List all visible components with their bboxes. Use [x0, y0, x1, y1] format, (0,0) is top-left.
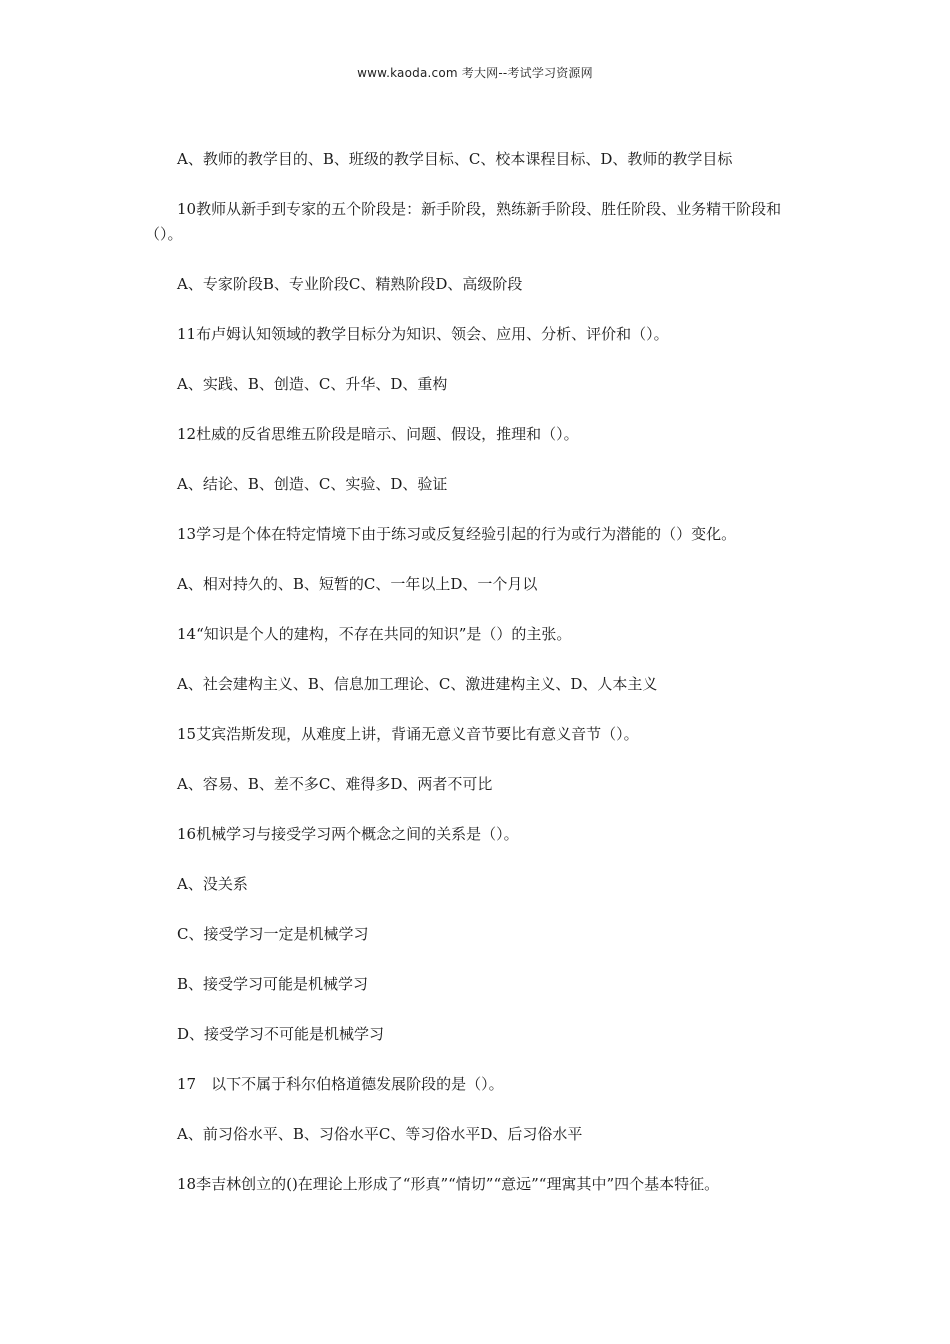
options-q11: A、实践、B、创造、C、升华、D、重构 [177, 375, 448, 393]
question-16: 16机械学习与接受学习两个概念之间的关系是（）。 [177, 825, 519, 843]
option-16-c: C、接受学习一定是机械学习 [177, 925, 369, 943]
option-16-b: B、接受学习可能是机械学习 [177, 975, 369, 993]
options-q12: A、结论、B、创造、C、实验、D、验证 [177, 475, 448, 493]
document-body [145, 147, 815, 1197]
question-14: 14“知识是个人的建构，不存在共同的知识”是（）的主张。 [177, 625, 572, 643]
options-q15: A、容易、B、差不多C、难得多D、两者不可比 [177, 775, 493, 793]
question-15: 15艾宾浩斯发现，从难度上讲，背诵无意义音节要比有意义音节（）。 [177, 725, 639, 743]
options-q13: A、相对持久的、B、短暂的C、一年以上D、一个月以 [177, 575, 538, 593]
option-16-d: D、接受学习不可能是机械学习 [177, 1025, 385, 1043]
question-10: 10教师从新手到专家的五个阶段是：新手阶段，熟练新手阶段、胜任阶段、业务精干阶段和（）。 [145, 200, 782, 243]
question-12: 12杜威的反省思维五阶段是暗示、问题、假设，推理和（）。 [177, 425, 579, 443]
question-18: 18李吉林创立的()在理论上形成了“形真”“情切”“意远”“理寓其中”四个基本特征。 [177, 1175, 720, 1193]
question-17: 17 以下不属于科尔伯格道德发展阶段的是（）。 [177, 1075, 504, 1093]
page-header: www.kaoda.com 考大网--考试学习资源网 [357, 66, 593, 80]
option-16-a: A、没关系 [177, 875, 248, 893]
question-13: 13学习是个体在特定情境下由于练习或反复经验引起的行为或行为潜能的（）变化。 [177, 525, 737, 543]
options-q17: A、前习俗水平、B、习俗水平C、等习俗水平D、后习俗水平 [177, 1125, 583, 1143]
question-11: 11布卢姆认知领域的教学目标分为知识、领会、应用、分析、评价和（）。 [177, 325, 669, 343]
options-q9: A、教师的教学目的、B、班级的教学目标、C、校本课程目标、D、教师的教学目标 [177, 150, 733, 168]
options-q10: A、专家阶段B、专业阶段C、精熟阶段D、高级阶段 [177, 275, 523, 293]
options-q14: A、社会建构主义、B、信息加工理论、C、激进建构主义、D、人本主义 [177, 675, 658, 693]
